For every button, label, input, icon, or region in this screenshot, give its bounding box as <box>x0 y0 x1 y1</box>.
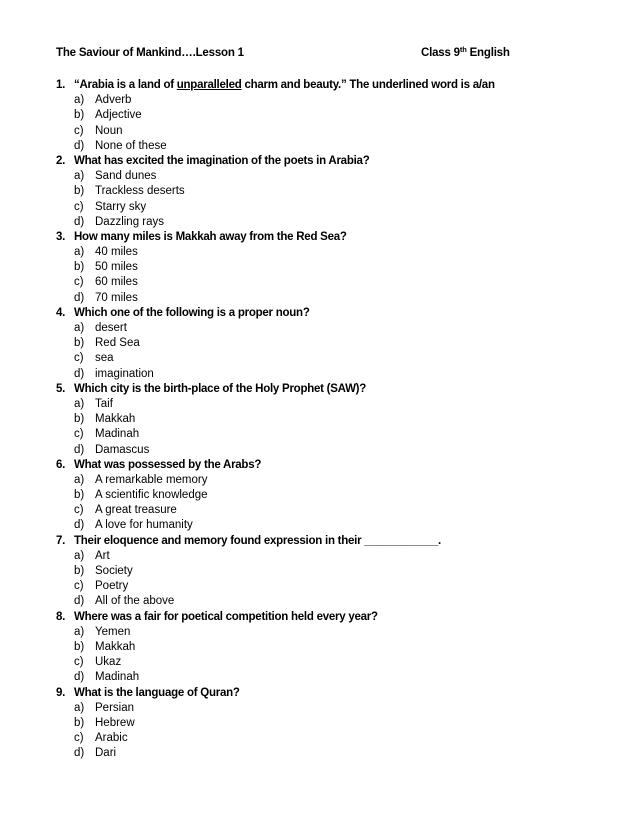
option-c <box>56 351 526 366</box>
option-text: Adjective <box>95 109 142 122</box>
option-letter: b) <box>74 185 85 198</box>
question-number: 6. <box>56 458 66 471</box>
question-4 <box>56 306 526 382</box>
option-a <box>56 701 526 716</box>
option-letter: d) <box>74 519 85 532</box>
option-letter: c) <box>74 124 84 137</box>
option-letter: b) <box>74 565 85 577</box>
question-line <box>56 230 526 245</box>
option-text: A love for humanity <box>95 519 193 532</box>
question-text-after: charm and beauty.” The underlined word is a/an <box>241 79 495 91</box>
question-text <box>74 78 495 93</box>
option-list <box>56 473 526 534</box>
option-letter: b) <box>74 109 85 122</box>
option-c <box>56 503 526 518</box>
option-c <box>56 200 526 215</box>
option-c <box>56 731 526 746</box>
question-line <box>56 610 526 625</box>
option-letter: b) <box>74 640 85 653</box>
option-list <box>56 245 526 306</box>
question-number: 3. <box>56 230 66 243</box>
question-line <box>56 154 526 169</box>
option-d <box>56 291 526 306</box>
option-d <box>56 139 526 154</box>
option-letter: c) <box>74 732 84 745</box>
option-text: Dazzling rays <box>95 215 165 228</box>
option-text: Makkah <box>95 413 136 426</box>
question-line <box>56 306 526 321</box>
option-letter: a) <box>74 625 85 638</box>
question-8 <box>56 610 526 686</box>
question-number: 5. <box>56 382 66 395</box>
option-letter: b) <box>74 261 85 274</box>
option-letter: a) <box>74 397 85 410</box>
class-superscript: th <box>459 45 467 54</box>
option-letter: a) <box>74 322 85 334</box>
option-letter: c) <box>74 276 84 289</box>
option-a <box>56 397 526 412</box>
option-text: Yemen <box>95 625 131 638</box>
option-text: A scientific knowledge <box>95 489 208 502</box>
question-5 <box>56 382 526 458</box>
option-letter: c) <box>74 504 84 517</box>
option-text: All of the above <box>95 595 175 608</box>
option-d <box>56 367 526 382</box>
question-6 <box>56 458 526 534</box>
question-text: Which city is the birth-place of the Holy Prophet (SAW)? <box>74 382 367 395</box>
option-letter: b) <box>74 489 85 502</box>
question-1 <box>56 78 526 154</box>
option-d <box>56 443 526 458</box>
option-text: Art <box>95 549 110 562</box>
option-a <box>56 473 526 488</box>
question-text: How many miles is Makkah away from the Red Sea? <box>74 230 347 243</box>
question-7 <box>56 534 526 610</box>
option-letter: c) <box>74 580 84 593</box>
question-line <box>56 458 526 473</box>
option-text: Madinah <box>95 671 140 684</box>
class-label <box>421 47 510 59</box>
option-text: Arabic <box>95 732 128 745</box>
option-text: 60 miles <box>95 276 138 289</box>
question-text: What is the language of Quran? <box>74 686 240 699</box>
option-text: Makkah <box>95 640 136 653</box>
class-prefix: Class 9 <box>421 47 460 59</box>
option-c <box>56 427 526 442</box>
option-a <box>56 625 526 640</box>
option-list <box>56 549 526 610</box>
option-letter: c) <box>74 656 84 669</box>
option-text: Noun <box>95 124 123 137</box>
option-text: A remarkable memory <box>95 473 208 486</box>
option-b <box>56 412 526 427</box>
option-letter: b) <box>74 337 85 350</box>
option-text: Sand dunes <box>95 170 157 183</box>
option-b <box>56 184 526 199</box>
option-text: Madinah <box>95 428 140 441</box>
option-list <box>56 701 526 762</box>
option-d <box>56 215 526 230</box>
option-d <box>56 594 526 609</box>
option-text: Red Sea <box>95 337 140 350</box>
question-number: 4. <box>56 306 66 319</box>
lesson-title: The Saviour of Mankind….Lesson 1 <box>56 47 244 59</box>
option-letter: a) <box>74 246 85 259</box>
question-text: What was possessed by the Arabs? <box>74 458 262 471</box>
option-text: sea <box>95 352 114 365</box>
class-suffix: English <box>466 47 510 59</box>
option-text: Starry sky <box>95 200 147 213</box>
option-c <box>56 579 526 594</box>
option-b <box>56 336 526 351</box>
option-letter: c) <box>74 352 84 365</box>
option-d <box>56 518 526 533</box>
question-9 <box>56 686 526 762</box>
option-letter: a) <box>74 701 85 714</box>
option-text: Damascus <box>95 443 150 456</box>
question-line <box>56 78 526 93</box>
option-b <box>56 260 526 275</box>
question-text: Where was a fair for poetical competition held every year? <box>74 610 378 623</box>
option-text: Persian <box>95 701 134 714</box>
question-text: Their eloquence and memory found expression in their ____________. <box>74 534 441 547</box>
option-list <box>56 321 526 382</box>
question-2 <box>56 154 526 230</box>
option-text: Hebrew <box>95 716 135 729</box>
option-text: Dari <box>95 747 117 760</box>
question-number: 2. <box>56 154 66 167</box>
option-text: Taif <box>95 397 113 410</box>
question-number: 1. <box>56 79 66 91</box>
option-a <box>56 321 526 336</box>
option-letter: b) <box>74 413 85 426</box>
question-number: 8. <box>56 610 66 623</box>
option-list <box>56 625 526 686</box>
option-letter: d) <box>74 671 85 684</box>
option-text: Society <box>95 565 133 577</box>
option-letter: d) <box>74 747 85 760</box>
option-text: 40 miles <box>95 246 138 259</box>
option-b <box>56 716 526 731</box>
question-text-before: “Arabia is a land of <box>74 79 177 91</box>
option-letter: d) <box>74 443 85 456</box>
option-letter: d) <box>74 291 85 304</box>
question-line <box>56 686 526 701</box>
question-text: What has excited the imagination of the poets in Arabia? <box>74 154 370 167</box>
question-3 <box>56 230 526 306</box>
option-text: Trackless deserts <box>95 185 185 198</box>
option-text: imagination <box>95 367 154 380</box>
option-letter: a) <box>74 473 85 486</box>
option-c <box>56 275 526 290</box>
option-c <box>56 655 526 670</box>
option-letter: d) <box>74 139 85 152</box>
option-list <box>56 169 526 230</box>
option-text: desert <box>95 322 127 334</box>
option-b <box>56 108 526 123</box>
option-letter: c) <box>74 428 84 441</box>
option-text: 70 miles <box>95 291 138 304</box>
question-number: 7. <box>56 534 66 547</box>
option-letter: a) <box>74 549 85 562</box>
option-a <box>56 245 526 260</box>
option-text: None of these <box>95 139 167 152</box>
option-letter: a) <box>74 94 85 107</box>
option-a <box>56 93 526 108</box>
option-letter: c) <box>74 200 84 213</box>
option-text: Adverb <box>95 94 132 107</box>
option-a <box>56 169 526 184</box>
question-list <box>56 78 526 761</box>
question-text: Which one of the following is a proper noun? <box>74 306 310 319</box>
option-a <box>56 549 526 564</box>
question-line <box>56 534 526 549</box>
question-number: 9. <box>56 686 66 699</box>
option-letter: b) <box>74 716 85 729</box>
question-line <box>56 382 526 397</box>
option-list <box>56 93 526 154</box>
underlined-word: unparalleled <box>176 79 242 91</box>
option-letter: a) <box>74 170 85 183</box>
option-letter: d) <box>74 215 85 228</box>
option-b <box>56 564 526 579</box>
option-d <box>56 670 526 685</box>
option-text: Poetry <box>95 580 129 593</box>
option-d <box>56 746 526 761</box>
option-text: 50 miles <box>95 261 138 274</box>
option-b <box>56 640 526 655</box>
option-text: A great treasure <box>95 504 177 517</box>
option-c <box>56 124 526 139</box>
option-letter: d) <box>74 595 85 608</box>
option-b <box>56 488 526 503</box>
option-list <box>56 397 526 458</box>
option-letter: d) <box>74 367 85 380</box>
option-text: Ukaz <box>95 656 122 669</box>
